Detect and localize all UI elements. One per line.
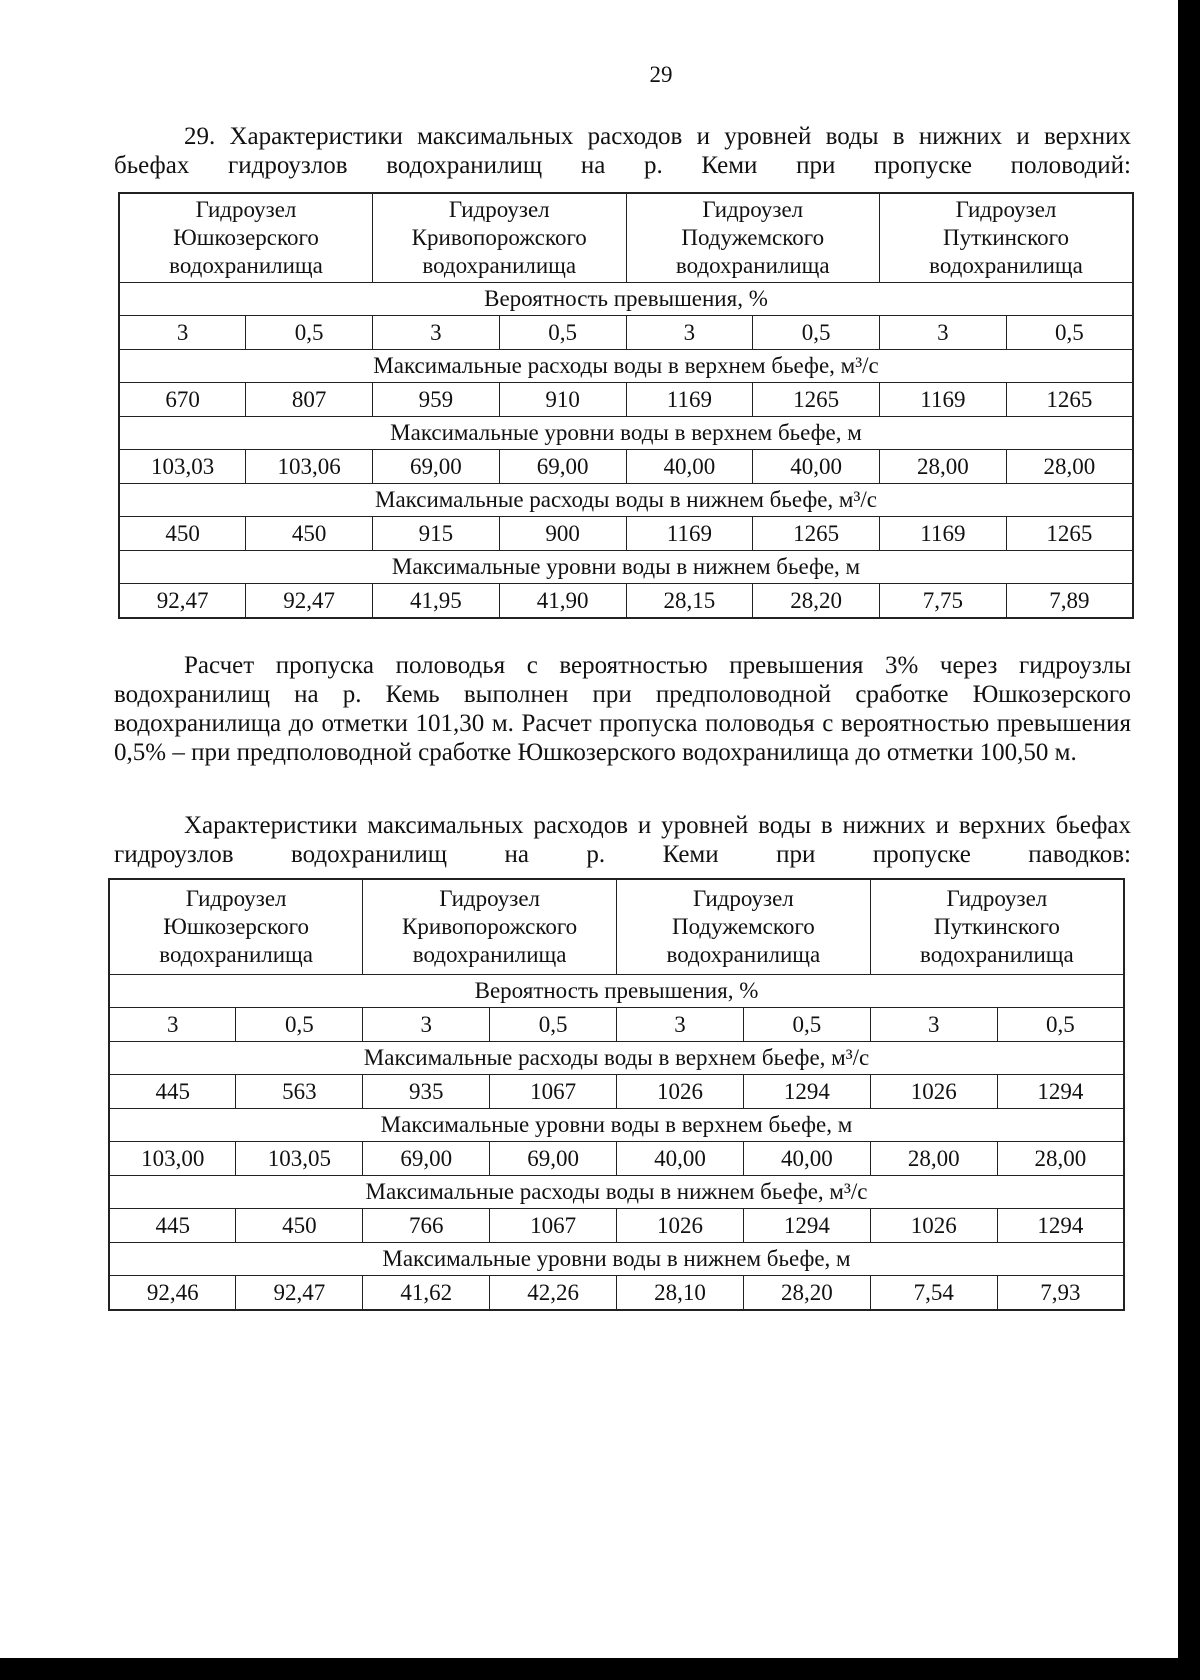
probability-cell: 0,5 — [753, 316, 880, 350]
value-cell: 40,00 — [626, 450, 753, 484]
probability-label: Вероятность превышения, % — [119, 283, 1133, 316]
value-cell: 69,00 — [363, 1142, 490, 1176]
value-cell: 28,00 — [880, 450, 1007, 484]
dam-header-cell — [363, 879, 617, 975]
dam-header-line: Гидроузел — [185, 886, 287, 911]
probability-cell: 0,5 — [499, 316, 626, 350]
dam-header-cell — [626, 193, 880, 283]
value-cell: 42,26 — [490, 1276, 617, 1311]
value-cell: 92,47 — [246, 584, 373, 619]
value-cell: 103,03 — [119, 450, 246, 484]
value-cell: 103,06 — [246, 450, 373, 484]
dam-header-line: Гидроузел — [692, 886, 794, 911]
dam-header-line: Гидроузел — [448, 197, 550, 222]
value-cell: 28,00 — [870, 1142, 997, 1176]
probability-row — [109, 1008, 1124, 1042]
section-title: Максимальные уровни воды в нижнем бьефе, м — [119, 551, 1133, 584]
value-cell: 28,10 — [617, 1276, 744, 1311]
dam-header-line: водохранилища — [159, 942, 313, 967]
value-cell: 915 — [373, 517, 500, 551]
value-cell: 40,00 — [617, 1142, 744, 1176]
calculation-paragraph: Расчет пропуска половодья с вероятностью превышения 3% через гидроузлы водохранилищ на р. Кемь выполнен при предполоводной сработке Юшкозерского водохранилища до отметки 101,30 м. Расчет пропуска половодья с вероятностью превышения 0,5% – при предполоводной сработке Юшкозерского водохранилища до отметки 100,50 м. — [114, 652, 1131, 766]
table-header-row — [119, 193, 1133, 283]
probability-cell: 3 — [363, 1008, 490, 1042]
dam-header-line: водохранилища — [929, 253, 1083, 278]
value-cell: 7,54 — [870, 1276, 997, 1311]
dam-header-line: Кривопорожского — [402, 914, 578, 939]
table-row — [119, 383, 1133, 417]
table-row — [119, 517, 1133, 551]
probability-cell: 3 — [617, 1008, 744, 1042]
value-cell: 1067 — [490, 1209, 617, 1243]
dam-header-line: Гидроузел — [955, 197, 1057, 222]
value-cell: 670 — [119, 383, 246, 417]
value-cell: 1026 — [870, 1209, 997, 1243]
value-cell: 1265 — [753, 517, 880, 551]
section-title: Максимальные расходы воды в нижнем бьефе, м³/с — [109, 1176, 1124, 1209]
section-title: Максимальные расходы воды в верхнем бьефе, м³/с — [109, 1042, 1124, 1075]
dam-header-cell — [119, 193, 373, 283]
value-cell: 28,00 — [997, 1142, 1124, 1176]
probability-cell: 3 — [119, 316, 246, 350]
value-cell: 450 — [246, 517, 373, 551]
page-number: 29 — [649, 62, 673, 87]
value-cell: 766 — [363, 1209, 490, 1243]
value-cell: 92,47 — [236, 1276, 363, 1311]
value-cell: 1294 — [743, 1209, 870, 1243]
value-cell: 1294 — [997, 1075, 1124, 1109]
dam-header-cell — [109, 879, 363, 975]
value-cell: 92,47 — [119, 584, 246, 619]
probability-cell: 3 — [373, 316, 500, 350]
value-cell: 1265 — [1006, 517, 1133, 551]
flood-characteristics-table — [118, 192, 1134, 619]
value-cell: 450 — [119, 517, 246, 551]
dam-header-line: Гидроузел — [702, 197, 804, 222]
dam-header-line: водохранилища — [920, 942, 1074, 967]
value-cell: 69,00 — [499, 450, 626, 484]
value-cell: 7,89 — [1006, 584, 1133, 619]
value-cell: 41,90 — [499, 584, 626, 619]
table-row — [119, 450, 1133, 484]
value-cell: 1026 — [617, 1075, 744, 1109]
table-row — [109, 1075, 1124, 1109]
dam-header-line: Гидроузел — [195, 197, 297, 222]
value-cell: 1169 — [626, 383, 753, 417]
value-cell: 1294 — [743, 1075, 870, 1109]
probability-cell: 0,5 — [490, 1008, 617, 1042]
value-cell: 445 — [109, 1209, 236, 1243]
probability-cell: 3 — [870, 1008, 997, 1042]
dam-header-line: Гидроузел — [946, 886, 1048, 911]
value-cell: 1169 — [880, 517, 1007, 551]
value-cell: 92,46 — [109, 1276, 236, 1311]
table-row — [109, 1209, 1124, 1243]
probability-cell: 0,5 — [246, 316, 373, 350]
value-cell: 41,62 — [363, 1276, 490, 1311]
value-cell: 1169 — [880, 383, 1007, 417]
probability-cell: 0,5 — [1006, 316, 1133, 350]
dam-header-cell — [373, 193, 627, 283]
section-title: Максимальные уровни воды в верхнем бьефе, м — [119, 417, 1133, 450]
section-title: Максимальные расходы воды в верхнем бьефе, м³/с — [119, 350, 1133, 383]
dam-header-line: Юшкозерского — [163, 914, 309, 939]
probability-cell: 0,5 — [236, 1008, 363, 1042]
value-cell: 445 — [109, 1075, 236, 1109]
value-cell: 563 — [236, 1075, 363, 1109]
dam-header-line: Кривопорожского — [411, 225, 587, 250]
table-header-row — [109, 879, 1124, 975]
value-cell: 1026 — [870, 1075, 997, 1109]
dam-header-line: Гидроузел — [439, 886, 541, 911]
value-cell: 40,00 — [753, 450, 880, 484]
table-row — [119, 584, 1133, 619]
probability-label: Вероятность превышения, % — [109, 975, 1124, 1008]
dam-header-line: водохранилища — [675, 253, 830, 278]
value-cell: 1294 — [997, 1209, 1124, 1243]
dam-header-cell — [617, 879, 871, 975]
value-cell: 935 — [363, 1075, 490, 1109]
value-cell: 103,05 — [236, 1142, 363, 1176]
value-cell: 1265 — [753, 383, 880, 417]
dam-header-line: водохранилища — [422, 253, 577, 278]
value-cell: 1265 — [1006, 383, 1133, 417]
probability-cell: 3 — [880, 316, 1007, 350]
floods-heading: Характеристики максимальных расходов и уровней воды в нижних и верхних бьефах гидроузлов водохранилищ на р. Кеми при пропуске паводков: — [114, 812, 1131, 868]
dam-header-line: водохранилища — [412, 942, 567, 967]
value-cell: 28,20 — [743, 1276, 870, 1311]
dam-header-line: Путкинского — [942, 225, 1070, 250]
dam-header-line: Путкинского — [933, 914, 1060, 939]
value-cell: 910 — [499, 383, 626, 417]
dam-header-line: Подужемского — [681, 225, 825, 250]
section-title: Максимальные уровни воды в верхнем бьефе, м — [109, 1109, 1124, 1142]
value-cell: 28,15 — [626, 584, 753, 619]
value-cell: 900 — [499, 517, 626, 551]
value-cell: 41,95 — [373, 584, 500, 619]
value-cell: 7,75 — [880, 584, 1007, 619]
value-cell: 28,20 — [753, 584, 880, 619]
value-cell: 69,00 — [490, 1142, 617, 1176]
value-cell: 7,93 — [997, 1276, 1124, 1311]
probability-row — [119, 316, 1133, 350]
probability-cell: 0,5 — [997, 1008, 1124, 1042]
section-heading: 29. Характеристики максимальных расходов и уровней воды в нижних и верхних бьефах гидроузлов водохранилищ на р. Кеми при пропуске половодий: — [114, 123, 1131, 179]
dam-header-cell — [880, 193, 1134, 283]
table-row — [109, 1276, 1124, 1311]
probability-cell: 0,5 — [743, 1008, 870, 1042]
section-title: Максимальные расходы воды в нижнем бьефе, м³/с — [119, 484, 1133, 517]
value-cell: 807 — [246, 383, 373, 417]
probability-cell: 3 — [109, 1008, 236, 1042]
dam-header-line: Юшкозерского — [173, 225, 319, 250]
dam-header-line: водохранилища — [666, 942, 821, 967]
dam-header-line: водохранилища — [169, 253, 323, 278]
dam-header-line: Подужемского — [671, 914, 815, 939]
freshet-characteristics-table — [108, 878, 1125, 1311]
value-cell: 69,00 — [373, 450, 500, 484]
value-cell: 28,00 — [1006, 450, 1133, 484]
value-cell: 40,00 — [743, 1142, 870, 1176]
value-cell: 1026 — [617, 1209, 744, 1243]
probability-cell: 3 — [626, 316, 753, 350]
value-cell: 450 — [236, 1209, 363, 1243]
value-cell: 103,00 — [109, 1142, 236, 1176]
value-cell: 1169 — [626, 517, 753, 551]
section-title: Максимальные уровни воды в нижнем бьефе, м — [109, 1243, 1124, 1276]
value-cell: 1067 — [490, 1075, 617, 1109]
dam-header-cell — [870, 879, 1124, 975]
value-cell: 959 — [373, 383, 500, 417]
table-row — [109, 1142, 1124, 1176]
